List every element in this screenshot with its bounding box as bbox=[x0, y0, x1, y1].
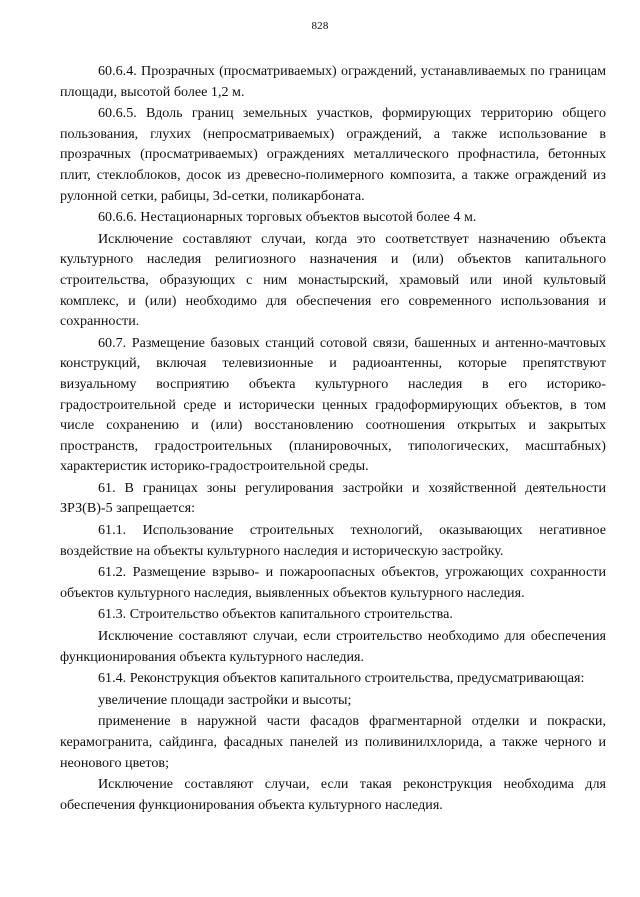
paragraph-61-4: 61.4. Реконструкция объектов капитального строительства, предусматривающая: bbox=[98, 670, 585, 687]
paragraph-61-3: 61.3. Строительство объектов капитального строительства. bbox=[98, 606, 453, 623]
paragraph-61: 61. В границах зоны регулирования застройки и хозяйственной деятельности ЗРЗ(В)-5 запрещается: bbox=[60, 479, 606, 517]
paragraph-61-2: 61.2. Размещение взрыво- и пожароопасных объектов, угрожающих сохранности объектов культурного наследия, выявленных объектов культурного наследия. bbox=[60, 564, 606, 601]
list-item-area-height: увеличение площади застройки и высоты; bbox=[98, 691, 352, 708]
paragraph-exception-construction: Исключение составляют случаи, если строительство необходимо для обеспечения функционирования объекта культурного наследия. bbox=[60, 628, 606, 665]
paragraph-exception-religious: Исключение составляют случаи, когда это соответствует назначению объекта культурного наследия религиозного назначения и (или) объектов капитального строительства, образующих с ним монастырский, храмовый или иной культовый комплекс, и (или) необходимо для обеспечения его современного использования и сохранности. bbox=[60, 230, 606, 330]
page-number: 828 bbox=[311, 20, 329, 32]
paragraph-60-6-4: 60.6.4. Прозрачных (просматриваемых) ограждений, устанавливаемых по границам площади, высотой более 1,2 м. bbox=[60, 63, 606, 100]
list-item-facade-finishing: применение в наружной части фасадов фрагментарной отделки и покраски, керамогранита, сайдинга, фасадных панелей из поливинилхлорида, а также черного и неонового цветов; bbox=[60, 713, 606, 771]
paragraph-60-7: 60.7. Размещение базовых станций сотовой связи, башенных и антенно-мачтовых конструкций, включая телевизионные и радиоантенны, которые препятствуют визуальному восприятию объекта культурного наследия в его историко-градостроительной среде и исторически ценных градоформирующих объектов, в том числе сохранению и (или) восстановлению соотношения открытых и закрытых пространств, градостроительных (планировочных, типологических, масштабных) характеристик историко-градостроительной среды. bbox=[60, 334, 606, 475]
paragraph-60-6-6: 60.6.6. Нестационарных торговых объектов высотой более 4 м. bbox=[98, 209, 477, 226]
paragraph-61-1: 61.1. Использование строительных технологий, оказывающих негативное воздействие на объекты культурного наследия и историческую застройку. bbox=[60, 522, 606, 559]
paragraph-60-6-5: 60.6.5. Вдоль границ земельных участков, формирующих территорию общего пользования, глухих (непросматриваемых) ограждений, а также использование в прозрачных (просматриваемых) ограждениях металлического профнастила, бетонных плит, стеклоблоков, досок из древесно-полимерного композита, а также ограждений из рулонной сетки, рабицы, 3d-сетки, поликарбоната. bbox=[60, 105, 606, 204]
document-body bbox=[60, 61, 606, 815]
paragraph-exception-reconstruction: Исключение составляют случаи, если такая реконструкция необходима для обеспечения функционирования объекта культурного наследия. bbox=[60, 776, 606, 813]
